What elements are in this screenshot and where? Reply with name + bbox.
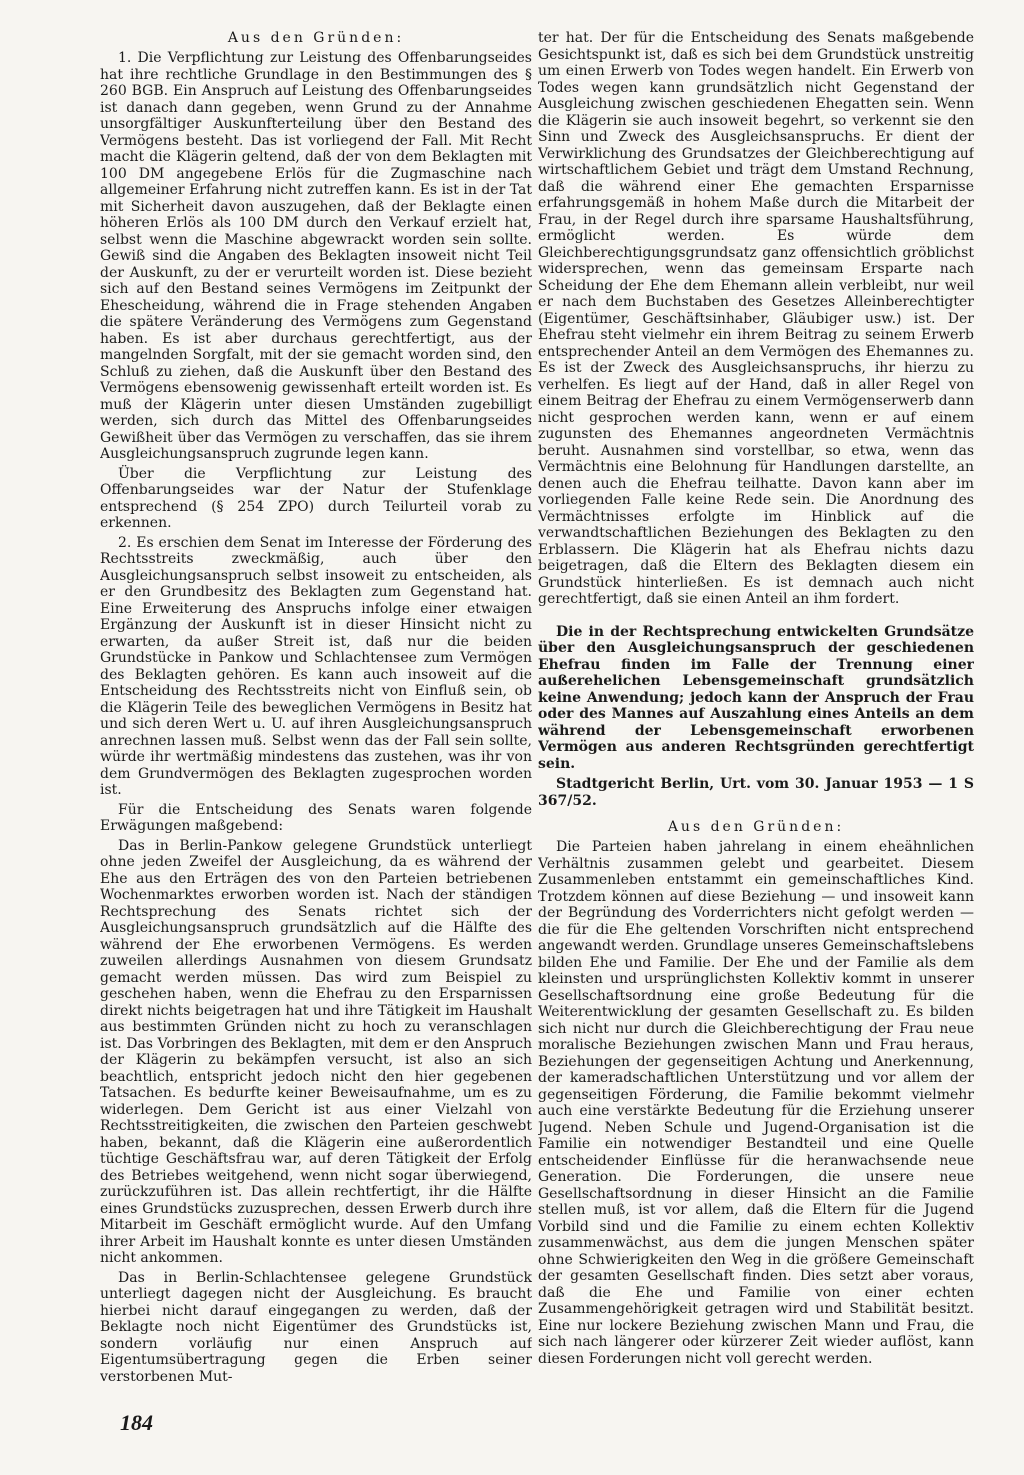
case-citation: Stadtgericht Berlin, Urt. vom 30. Januar 1953 — 1 S 367/52. <box>538 776 974 809</box>
right-column <box>538 30 974 1430</box>
paragraph: Das in Berlin-Pankow gelegene Grundstück unterliegt ohne jeden Zweifel der Ausgleichung, da es während der Ehe aus den Erträgen des von den Parteien betriebenen Wochenmarktes erworben worden ist. Nach der ständigen Rechtsprechung des Senats richtet sich der Ausgleichungsanspruch grundsätzlich auf die Hälfte des während der Ehe erworbenen Vermögens. Es werden zuweilen allerdings Ausnahmen von diesem Grundsatz gemacht werden müssen. Das wird zum Beispiel zu geschehen haben, wenn die Ehefrau zu den Ersparnissen direkt nichts beigetragen hat und ihre Tätigkeit im Haushalt aus bestimmten Gründen nicht zu hoch zu veranschlagen ist. Das Vorbringen des Beklagten, mit dem er den Anspruch der Klägerin zu bekämpfen versucht, ist also an sich beachtlich, entspricht jedoch nicht den hier gegebenen Tatsachen. Es bedurfte keiner Beweisaufnahme, um es zu widerlegen. Dem Gericht ist aus einer Vielzahl von Rechtsstreitigkeiten, die zwischen den Parteien geschwebt haben, bekannt, daß die Klägerin eine außerordentlich tüchtige Geschäftsfrau war, auf deren Tätigkeit der Erfolg des Betriebes weitgehend, wenn nicht sogar überwiegend, zurückzuführen ist. Das allein rechtfertigt, ihr die Hälfte eines Grundstücks zuzusprechen, dessen Erwerb durch ihre Mitarbeit im Geschäft ermöglicht wurde. Auf den Umfang ihrer Arbeit im Haushalt konnte es unter diesen Umständen nicht ankommen. <box>100 837 532 1266</box>
section-heading: Aus den Gründen: <box>227 30 405 46</box>
left-column <box>100 30 532 1430</box>
paragraph: Für die Entscheidung des Senats waren folgende Erwägungen maßgebend: <box>100 801 532 834</box>
paragraph: Das in Berlin-Schlachtensee gelegene Grundstück unterliegt dagegen nicht der Ausgleichung. Es braucht hierbei nicht darauf eingegangen zu werden, daß der Beklagte noch nicht Eigentümer des Grundstücks ist, sondern vorläufig nur einen Anspruch auf Eigentumsübertragung gegen die Erben seiner verstorbenen Mut- <box>100 1269 532 1385</box>
paragraph: ter hat. Der für die Entscheidung des Senats maßgebende Gesichtspunkt ist, daß es sich bei dem Grundstück unstreitig um einen Erwerb von Todes wegen handelt. Ein Erwerb von Todes wegen kann grundsätzlich nicht Gegenstand der Ausgleichung zwischen geschiedenen Ehegatten sein. Wenn die Klägerin sie auch insoweit begehrt, so verkennt sie den Sinn und Zweck des Ausgleichsanspruchs. Er dient der Verwirklichung des Grundsatzes der Gleichberechtigung auf wirtschaftlichem Gebiet und trägt dem Umstand Rechnung, daß die während einer Ehe gemachten Ersparnisse erfahrungsgemäß in hohem Maße durch die Mitarbeit der Frau, in der Regel durch ihre sparsame Haushaltsführung, ermöglicht werden. Es würde dem Gleichberechtigungsgrundsatz ganz offensichtlich gröblichst widersprechen, wenn das gemeinsam Ersparte nach Scheidung der Ehe dem Ehemann allein verbleibt, nur weil er nach dem Buchstaben des Gesetzes Alleinberechtigter (Eigentümer, Geschäftsinhaber, Gläubiger usw.) ist. Der Ehefrau steht vielmehr ein ihrem Beitrag zu seinem Erwerb entsprechender Anteil an dem Vermögen des Ehemannes zu. Es ist der Zweck des Ausgleichsanspruchs, ihr hierzu zu verhelfen. Es liegt auf der Hand, daß in aller Regel von einem Beitrag der Ehefrau zu einem Vermögenserwerb dann nicht gesprochen werden kann, wenn er auf einem zugunsten des Ehemannes angeordneten Vermächtnis beruht. Ausnahmen sind vorstellbar, so etwa, wenn das Vermächtnis eine Belohnung für Handlungen darstellte, an denen auch die Ehefrau teilhatte. Davon kann aber im vorliegenden Falle keine Rede sein. Die Anordnung des Vermächtnisses erfolgte im Hinblick auf die verwandtschaftlichen Beziehungen des Beklagten zu den Erblassern. Die Klägerin hat als Ehefrau nichts dazu beigetragen, daß die Eltern des Beklagten diesem ein Grundstück hinterließen. Es ist demnach auch nicht gerechtfertigt, daß sie einen Anteil an ihm fordert. <box>538 30 974 607</box>
page-number: 184 <box>120 1410 153 1435</box>
paragraph: 1. Die Verpflichtung zur Leistung des Offenbarungseides hat ihre rechtliche Grundlage in den Bestimmungen des § 260 BGB. Ein Anspruch auf Leistung des Offenbarungseides ist danach dann gegeben, wenn Grund zu der Annahme unsorgfältiger Auskunfterteilung über den Bestand des Vermögens besteht. Das ist vorliegend der Fall. Mit Recht macht die Klägerin geltend, daß der von dem Beklagten mit 100 DM angegebene Erlös für die Zugmaschine nach allgemeiner Erfahrung nicht zutreffen kann. Es ist in der Tat mit Sicherheit davon auszugehen, daß der Beklagte einen höheren Erlös als 100 DM durch den Verkauf erzielt hat, selbst wenn die Maschine abgewrackt worden sein sollte. Gewiß sind die Angaben des Beklagten insoweit nicht Teil der Auskunft, zu der er verurteilt worden ist. Diese bezieht sich auf den Bestand seines Vermögens im Zeitpunkt der Ehescheidung, während die in Frage stehenden Angaben die spätere Veränderung des Vermögens zum Gegenstand haben. Es ist aber durchaus gerechtfertigt, aus der mangelnden Sorgfalt, mit der sie gemacht worden sind, den Schluß zu ziehen, daß die Auskunft über den Bestand des Vermögens ebensowenig gewissenhaft erteilt worden ist. Es muß der Klägerin unter diesen Umständen zugebilligt werden, sich durch das Mittel des Offenbarungseides Gewißheit über das Vermögen zu verschaffen, das sie ihrem Ausgleichungsanspruch zugrunde legen kann. <box>100 50 532 462</box>
section-heading: Aus den Gründen: <box>667 819 845 835</box>
headnote: Die in der Rechtsprechung entwickelten Grundsätze über den Ausgleichungsanspruch der geschiedenen Ehefrau finden im Falle der Trennung einer außerehelichen Lebensgemeinschaft grundsätzlich keine Anwendung; jedoch kann der Anspruch der Frau oder des Mannes auf Auszahlung eines Anteils an dem während der Lebensgemeinschaft erworbenen Vermögen aus anderen Rechtsgründen gerechtfertigt sein. <box>538 623 974 772</box>
paragraph: 2. Es erschien dem Senat im Interesse der Förderung des Rechtsstreits zweckmäßig, auch über den Ausgleichungsanspruch selbst insoweit zu entscheiden, als er den Grundbesitz des Beklagten zum Gegenstand hat. Eine Erweiterung des Anspruchs infolge einer etwaigen Ergänzung der Auskunft ist in dieser Hinsicht nicht zu erwarten, da außer Streit ist, daß nur die beiden Grundstücke in Pankow und Schlachtensee zum Vermögen des Beklagten gehören. Es kann auch insoweit auf die Entscheidung des Rechtsstreits nicht von Einfluß sein, ob die Klägerin Teile des beweglichen Vermögens in Besitz hat und sich deren Wert u. U. auf ihren Ausgleichungsanspruch anrechnen lassen muß. Selbst wenn das der Fall sein sollte, würde ihr wertmäßig mindestens das zustehen, was ihr von dem Grundvermögen des Beklagten zugesprochen worden ist. <box>100 534 532 798</box>
paragraph: Die Parteien haben jahrelang in einem eheähnlichen Verhältnis zusammen gelebt und gearbeitet. Diesem Zusammenleben entstammt ein gemeinschaftliches Kind. Trotzdem können auf diese Beziehung — und insoweit kann der Begründung des Vorderrichters nicht gefolgt werden — die für die Ehe geltenden Vorschriften nicht entsprechend angewandt werden. Grundlage unseres Gemeinschaftslebens bilden Ehe und Familie. Der Ehe und der Familie als dem kleinsten und ursprünglichsten Kollektiv kommt in unserer Gesellschaftsordnung eine große Bedeutung für die Weiterentwicklung der gesamten Gesellschaft zu. Es bilden sich nicht nur durch die Gleichberechtigung der Frau neue moralische Beziehungen zwischen Mann und Frau heraus, Beziehungen der gegenseitigen Achtung und Anerkennung, der kameradschaftlichen Unterstützung und vor allem der gegenseitigen Förderung, die Familie bekommt vielmehr auch eine verstärkte Bedeutung für die Erziehung unserer Jugend. Neben Schule und Jugend-Organisation ist die Familie ein notwendiger Bestandteil und eine Quelle entscheidender Einflüsse für die heranwachsende neue Generation. Die Forderungen, die unsere neue Gesellschaftsordnung in dieser Hinsicht an die Familie stellen muß, ist vor allem, daß die Eltern für die Jugend Vorbild sind und die Familie zu einem echten Kollektiv zusammenwächst, aus dem die jungen Menschen später ohne Schwierigkeiten den Weg in die größere Gemeinschaft der gesamten Gesellschaft finden. Dies setzt aber voraus, daß die Ehe und Familie von einer echten Zusammengehörigkeit getragen wird und Stabilität besitzt. Eine nur lockere Beziehung zwischen Mann und Frau, die sich nach längerer oder kürzerer Zeit wieder auflöst, kann diesen Forderungen nicht voll gerecht werden. <box>538 839 974 1367</box>
paragraph: Über die Verpflichtung zur Leistung des Offenbarungseides war der Natur der Stufenklage entsprechend (§ 254 ZPO) durch Teilurteil vorab zu erkennen. <box>100 465 532 531</box>
